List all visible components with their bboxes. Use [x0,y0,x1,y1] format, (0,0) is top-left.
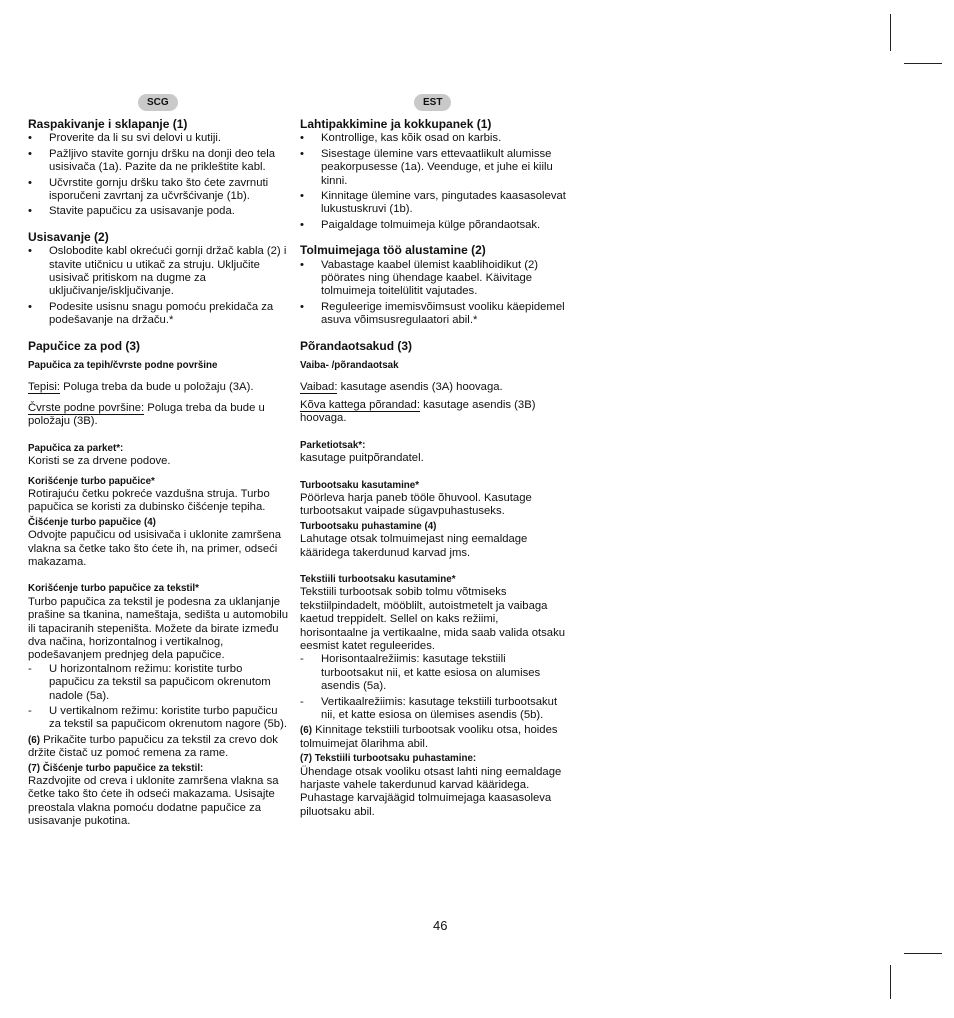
list-item: • Kinnitage ülemine vars, pingutades kaasasolevat lukustuskruvi (1b). [300,190,566,217]
attach-paragraph: (6) Prikačite turbo papučicu za tekstil za crevo dok držite čistač uz pomoć remena za rame. [28,733,278,760]
subsection-title-parquet: Papučica za parket*: [28,442,124,454]
attach-paragraph: (6) Kinnitage tekstiili turbootsak vooliku otsa, hoides tolmuimejat õlarihma abil. [300,724,558,750]
crop-mark-top-vertical [890,14,891,51]
turbo-cleaning-text: Odvojte papučicu od usisivača i uklonite zamršena vlakna sa četke tako što ćete ih, na primer, odseći makazama. [28,529,282,568]
vacuuming-list [300,259,566,328]
unpacking-list [28,132,290,218]
crop-mark-bottom-horizontal [904,953,942,954]
language-badge-est: EST [414,94,451,111]
list-item: • Vabastage kaabel ülemist kaablihoidikut (2) pöörates ning ühendage kaabel. Käivitage tolmuimeja toitelülitit vajutades. [300,259,566,299]
subsection-title-textile: Tekstiili turbootsaku kasutamine* [300,573,456,585]
hard-floor-label: Čvrste podne površine: [28,401,145,414]
vacuuming-list [28,245,290,327]
list-item: - U vertikalnom režimu: koristite turbo papučicu za tekstil sa papučicom okrenutom nagore (5b). [28,705,290,732]
section-title-vacuuming: Tolmuimejaga töö alustamine (2) [300,243,486,258]
carpet-paragraph: Vaibad: kasutage asendis (3A) hoovaga. [300,380,503,393]
textile-cleaning-text: Ühendage otsak vooliku otsast lahti ning eemaldage harjaste vahele takerdunud karvad kääridega. Puhastage karvajäägid tolmuimejaga kaasasoleva piluotsaku abil. [300,765,562,818]
subsection-title-textile: Korišćenje turbo papučice za tekstil* [28,583,199,595]
textile-mode-list [300,653,566,722]
parquet-text: kasutage puitpõrandatel. [300,452,424,465]
list-item: • Oslobodite kabl okrećući gornji držač kabla (2) i stavite utičnicu u utikač za struju. Uključite usisivač pritiskom na dugme za uključivanje/isključivanje. [28,245,290,299]
column-scg [28,118,290,829]
list-item: • Proverite da li su svi delovi u kutiji. [28,132,290,145]
subsection-title-carpet-nozzle: Papučica za tepih/čvrste podne površine [28,360,218,372]
textile-text: Turbo papučica za tekstil je podesna za uklanjanje prašine sa tkanina, nameštaja, sedišta u automobilu ili tapaciranih stepeništa. Možete da birate između dva načina, horizontalnog i vertikalnog, podešavanjem prednjeg dela papučice. [28,595,288,662]
language-badge-scg: SCG [138,94,178,111]
textile-mode-list [28,663,290,732]
hard-floor-paragraph: Kõva kattega põrandad: kasutage asendis (3B) hoovaga. [300,398,536,425]
subsection-title-parquet: Parketiotsak*: [300,439,366,451]
carpet-label: Tepisi: [28,380,61,393]
section-title-floor-nozzles: Põrandaotsakud (3) [300,338,413,353]
unpacking-list [300,132,566,232]
hard-floor-paragraph: Čvrste podne površine: Poluga treba da bude u položaju (3B). [28,401,265,428]
section-title-unpacking: Lahtipakkimine ja kokkupanek (1) [300,117,492,131]
section-title-unpacking: Raspakivanje i sklapanje (1) [28,117,188,131]
textile-cleaning-text: Razdvojite od creva i uklonite zamršena vlakna sa četke tako što ćete ih odseći makazama. Usisajte preostala vlakna pomoću dodatne papučice za usisavanje pukotina. [28,775,279,828]
subsection-title-turbo-cleaning: Turbootsaku puhastamine (4) [300,520,437,532]
list-item: • Učvrstite gornju dršku tako što ćete zavrnuti isporučeni zavrtanj za učvršćivanje (1b). [28,177,290,204]
page-number: 46 [433,918,448,933]
list-item: - Horisontaalrežiimis: kasutage tekstiili turbootsakut nii, et katte esiosa on alumises asendis (5a). [300,653,566,693]
turbo-cleaning-text: Lahutage otsak tolmuimejast ning eemaldage kääridega takerdunud karvad jms. [300,533,528,559]
hard-floor-label: Kõva kattega põrandad: [300,398,420,411]
list-item: • Kontrollige, kas kõik osad on karbis. [300,132,566,145]
list-item: • Podesite usisnu snagu pomoću prekidača za podešavanje na držaču.* [28,301,290,328]
subsection-title-turbo: Korišćenje turbo papučice* [28,475,155,487]
section-title-vacuuming: Usisavanje (2) [28,229,109,244]
subsection-title-textile-cleaning: (7) Tekstiili turbootsaku puhastamine: [300,753,477,765]
list-item: • Stavite papučicu za usisavanje poda. [28,205,290,218]
parquet-text: Koristi se za drvene podove. [28,455,171,468]
list-item: - U horizontalnom režimu: koristite turbo papučicu za tekstil sa papučicom okrenutom nadole (5a). [28,663,290,703]
section-title-floor-nozzles: Papučice za pod (3) [28,338,141,353]
list-item: • Reguleerige imemisvõimsust vooliku käepidemel asuva võimsusregulaatori abil.* [300,301,566,328]
subsection-title-carpet-nozzle: Vaiba- /põrandaotsak [300,360,399,372]
turbo-text: Rotirajuću četku pokreće vazdušna struja. Turbo papučica se koristi za dubinsko čišćenje tepiha. [28,487,270,514]
subsection-title-textile-cleaning: (7) Čišćenje turbo papučice za tekstil: [28,762,204,774]
list-item: - Vertikaalrežiimis: kasutage tekstiili turbootsakut nii, et katte esiosa on ülemises asendis (5b). [300,696,566,723]
list-item: • Pažljivo stavite gornju dršku na donji deo tela usisivača (1a). Pazite da ne prikleštite kabl. [28,148,290,175]
crop-mark-bottom-vertical [890,965,891,999]
carpet-paragraph: Tepisi: Poluga treba da bude u položaju (3A). [28,380,254,393]
list-item: • Sisestage ülemine vars ettevaatlikult alumisse peakorpusesse (1a). Veenduge, et juhe ei kiilu kinni. [300,148,566,188]
textile-text: Tekstiili turbootsak sobib tolmu võtmiseks tekstiilpindadelt, mööblilt, autoistmetelt ja vaibaga kaetud treppidelt. Sellel on kaks režiimi, horisontaalne ja vertikaalne, mida saab valida otsaku eesmist katet reguleerides. [300,586,566,652]
subsection-title-turbo-cleaning: Čišćenje turbo papučice (4) [28,516,156,528]
crop-mark-top-horizontal [904,63,942,64]
column-est [300,118,566,819]
subsection-title-turbo: Turbootsaku kasutamine* [300,479,420,491]
carpet-label: Vaibad: [300,380,338,393]
turbo-text: Pöörleva harja paneb tööle õhuvool. Kasutage turbootsakut vaipade sügavpuhastuseks. [300,491,532,518]
list-item: • Paigaldage tolmuimeja külge põrandaotsak. [300,219,566,232]
